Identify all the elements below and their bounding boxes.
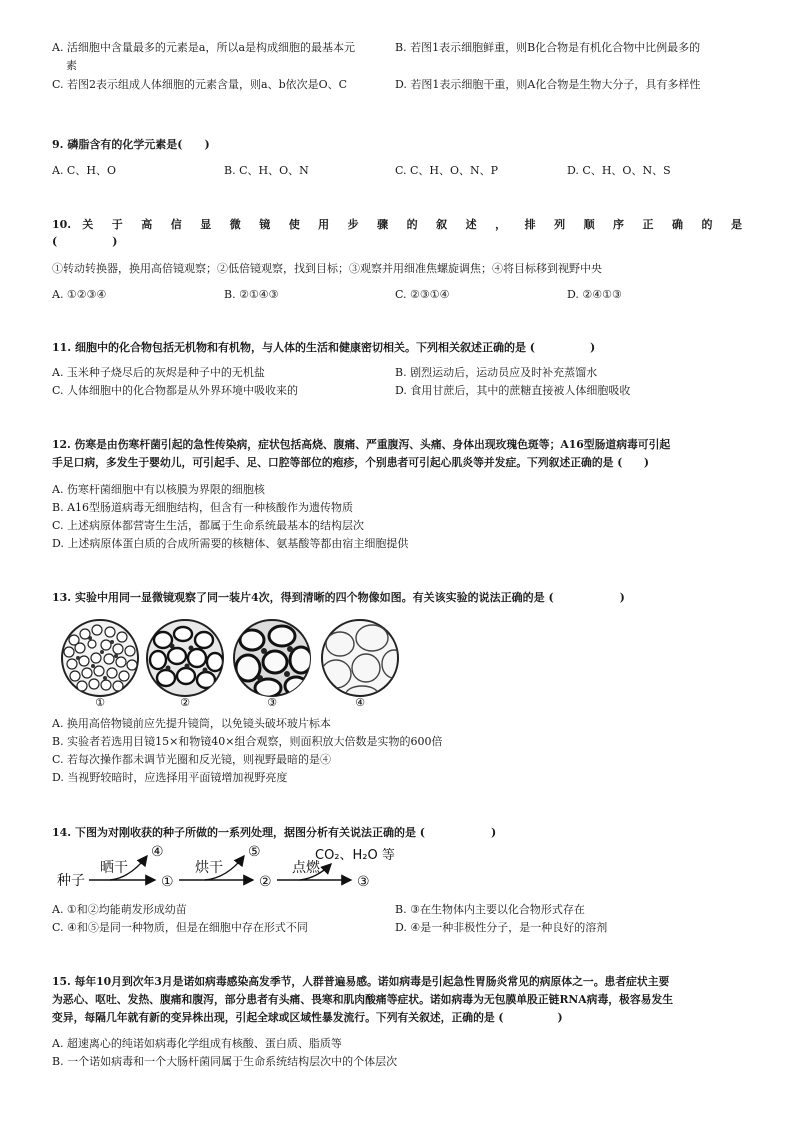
microscope-view-4	[321, 620, 406, 702]
node-3: ③	[357, 874, 370, 890]
microscope-view-1	[62, 620, 138, 696]
seed-label: 种子	[57, 873, 85, 889]
q14-stem: 14. 下图为对刚收获的种子所做的一系列处理，据图分析有关说法正确的是 ( )	[52, 826, 497, 839]
view-label-3: ③	[267, 696, 277, 708]
view-label-1: ①	[95, 696, 105, 708]
q9-option-b: B. C、H、O、N	[224, 164, 309, 177]
q12-option-c: C. 上述病原体都营寄生生活，都属于生命系统最基本的结构层次	[52, 519, 365, 532]
microscope-view-2	[147, 620, 223, 696]
node-5: ⑤	[248, 844, 261, 860]
ignite-label: 点燃	[292, 860, 320, 876]
bake-dry-label: 烘干	[195, 860, 223, 876]
q13-option-d: D. 当视野较暗时，应选择用平面镜增加视野亮度	[52, 771, 288, 784]
q14-option-b: B. ③在生物体内主要以化合物形式存在	[395, 903, 585, 916]
q11-option-a: A. 玉米种子烧尽后的灰烬是种子中的无机盐	[52, 366, 265, 379]
q8-option-c: C. 若图2表示组成人体细胞的元素含量，则a、b依次是O、C	[52, 78, 348, 91]
q8-option-a-cont: 素	[66, 59, 77, 72]
q11-option-d: D. 食用甘蔗后，其中的蔗糖直接被人体细胞吸收	[395, 384, 631, 397]
q11-option-c: C. 人体细胞中的化合物都是从外界环境中吸收来的	[52, 384, 299, 397]
q9-option-d: D. C、H、O、N、S	[567, 164, 671, 177]
q14-option-a: A. ①和②均能萌发形成幼苗	[52, 903, 187, 916]
q11-stem: 11. 细胞中的化合物包括无机物和有机物，与人体的生活和健康密切相关。下列相关叙述正确的是 ( )	[52, 341, 596, 354]
node-1: ①	[161, 874, 174, 890]
q12-option-b: B. A16型肠道病毒无细胞结构，但含有一种核酸作为遗传物质	[52, 501, 354, 514]
q13-option-c: C. 若每次操作都未调节光圈和反光镜，则视野最暗的是④	[52, 753, 332, 766]
q10-option-a: A. ①②③④	[52, 288, 107, 301]
q10-stem: 10. 关 于 高 信 显 微 镜 使 用 步 骤 的 叙 述 ， 排 列 顺 序 正 确 的 是	[52, 218, 742, 231]
microscope-views-figure	[60, 618, 410, 708]
q15-stem: 15. 每年10月到次年3月是诺如病毒感染高发季节，人群普遍易感。诺如病毒是引起急性胃肠炎常见的病原体之一。患者症状主要	[52, 975, 670, 988]
node-2: ②	[259, 874, 272, 890]
q10-option-d: D. ②④①③	[567, 288, 622, 301]
q14-option-c: C. ④和⑤是同一种物质，但是在细胞中存在形式不同	[52, 921, 308, 934]
q10-stem-cont: ( )	[52, 235, 118, 248]
products-label: CO₂、H₂O 等	[315, 848, 395, 863]
q15-stem-cont-2: 变异，每隔几年就有新的变异株出现，引起全球或区域性暴发流行。下列有关叙述，正确的是 ( )	[52, 1011, 563, 1024]
q12-option-a: A. 伤寒杆菌细胞中有以核膜为界限的细胞核	[52, 483, 265, 496]
sun-dry-label: 晒干	[100, 860, 128, 876]
q10-steps: ①转动转换器，换用高倍镜观察；②低倍镜观察，找到目标；③观察并用细准焦螺旋调焦；④将目标移到视野中央	[52, 262, 602, 275]
q9-option-a: A. C、H、O	[52, 164, 116, 177]
q9-stem: 9. 磷脂含有的化学元素是( )	[52, 138, 210, 151]
node-4: ④	[151, 844, 164, 860]
q15-stem-cont-1: 为恶心、呕吐、发热、腹痛和腹泻，部分患者有头痛、畏寒和肌肉酸痛等症状。诺如病毒为无包膜单股正链RNA病毒，极容易发生	[52, 993, 674, 1006]
q13-option-a: A. 换用高倍物镜前应先提升镜筒，以免镜头破坏玻片标本	[52, 717, 331, 730]
view-label-4: ④	[355, 696, 365, 708]
q8-option-b: B. 若图1表示细胞鲜重，则B化合物是有机化合物中比例最多的	[395, 41, 701, 54]
q13-stem: 13. 实验中用同一显微镜观察了同一装片4次，得到清晰的四个物像如图。有关该实验的说法正确的是 ( )	[52, 591, 625, 604]
q12-option-d: D. 上述病原体蛋白质的合成所需要的核糖体、氨基酸等都由宿主细胞提供	[52, 537, 409, 550]
q10-option-c: C. ②③①④	[395, 288, 450, 301]
q10-option-b: B. ②①④③	[224, 288, 279, 301]
q8-option-a: A. 活细胞中含量最多的元素是a，所以a是构成细胞的最基本元	[52, 41, 356, 54]
q15-option-a: A. 超速离心的纯诺如病毒化学组成有核酸、蛋白质、脂质等	[52, 1037, 342, 1050]
seed-processing-diagram	[55, 842, 415, 892]
q9-option-c: C. C、H、O、N、P	[395, 164, 499, 177]
microscope-view-3	[234, 620, 312, 697]
q15-option-b: B. 一个诺如病毒和一个大肠杆菌同属于生命系统结构层次中的个体层次	[52, 1055, 398, 1068]
q13-option-b: B. 实验者若选用目镜15×和物镜40×组合观察，则面积放大倍数是实物的600倍	[52, 735, 443, 748]
q12-stem-cont: 手足口病，多发生于婴幼儿，可引起手、足、口腔等部位的疱疹，个别患者可引起心肌炎等并发症。下列叙述正确的是 ( )	[52, 456, 650, 469]
q11-option-b: B. 剧烈运动后，运动员应及时补充蒸馏水	[395, 366, 598, 379]
q14-option-d: D. ④是一种非极性分子，是一种良好的溶剂	[395, 921, 608, 934]
q12-stem: 12. 伤寒是由伤寒杆菌引起的急性传染病，症状包括高烧、腹痛、严重腹泻、头痛、身体出现玫瑰色斑等；A16型肠道病毒可引起	[52, 438, 671, 451]
view-label-2: ②	[180, 696, 190, 708]
q8-option-d: D. 若图1表示细胞干重，则A化合物是生物大分子，具有多样性	[395, 78, 701, 91]
